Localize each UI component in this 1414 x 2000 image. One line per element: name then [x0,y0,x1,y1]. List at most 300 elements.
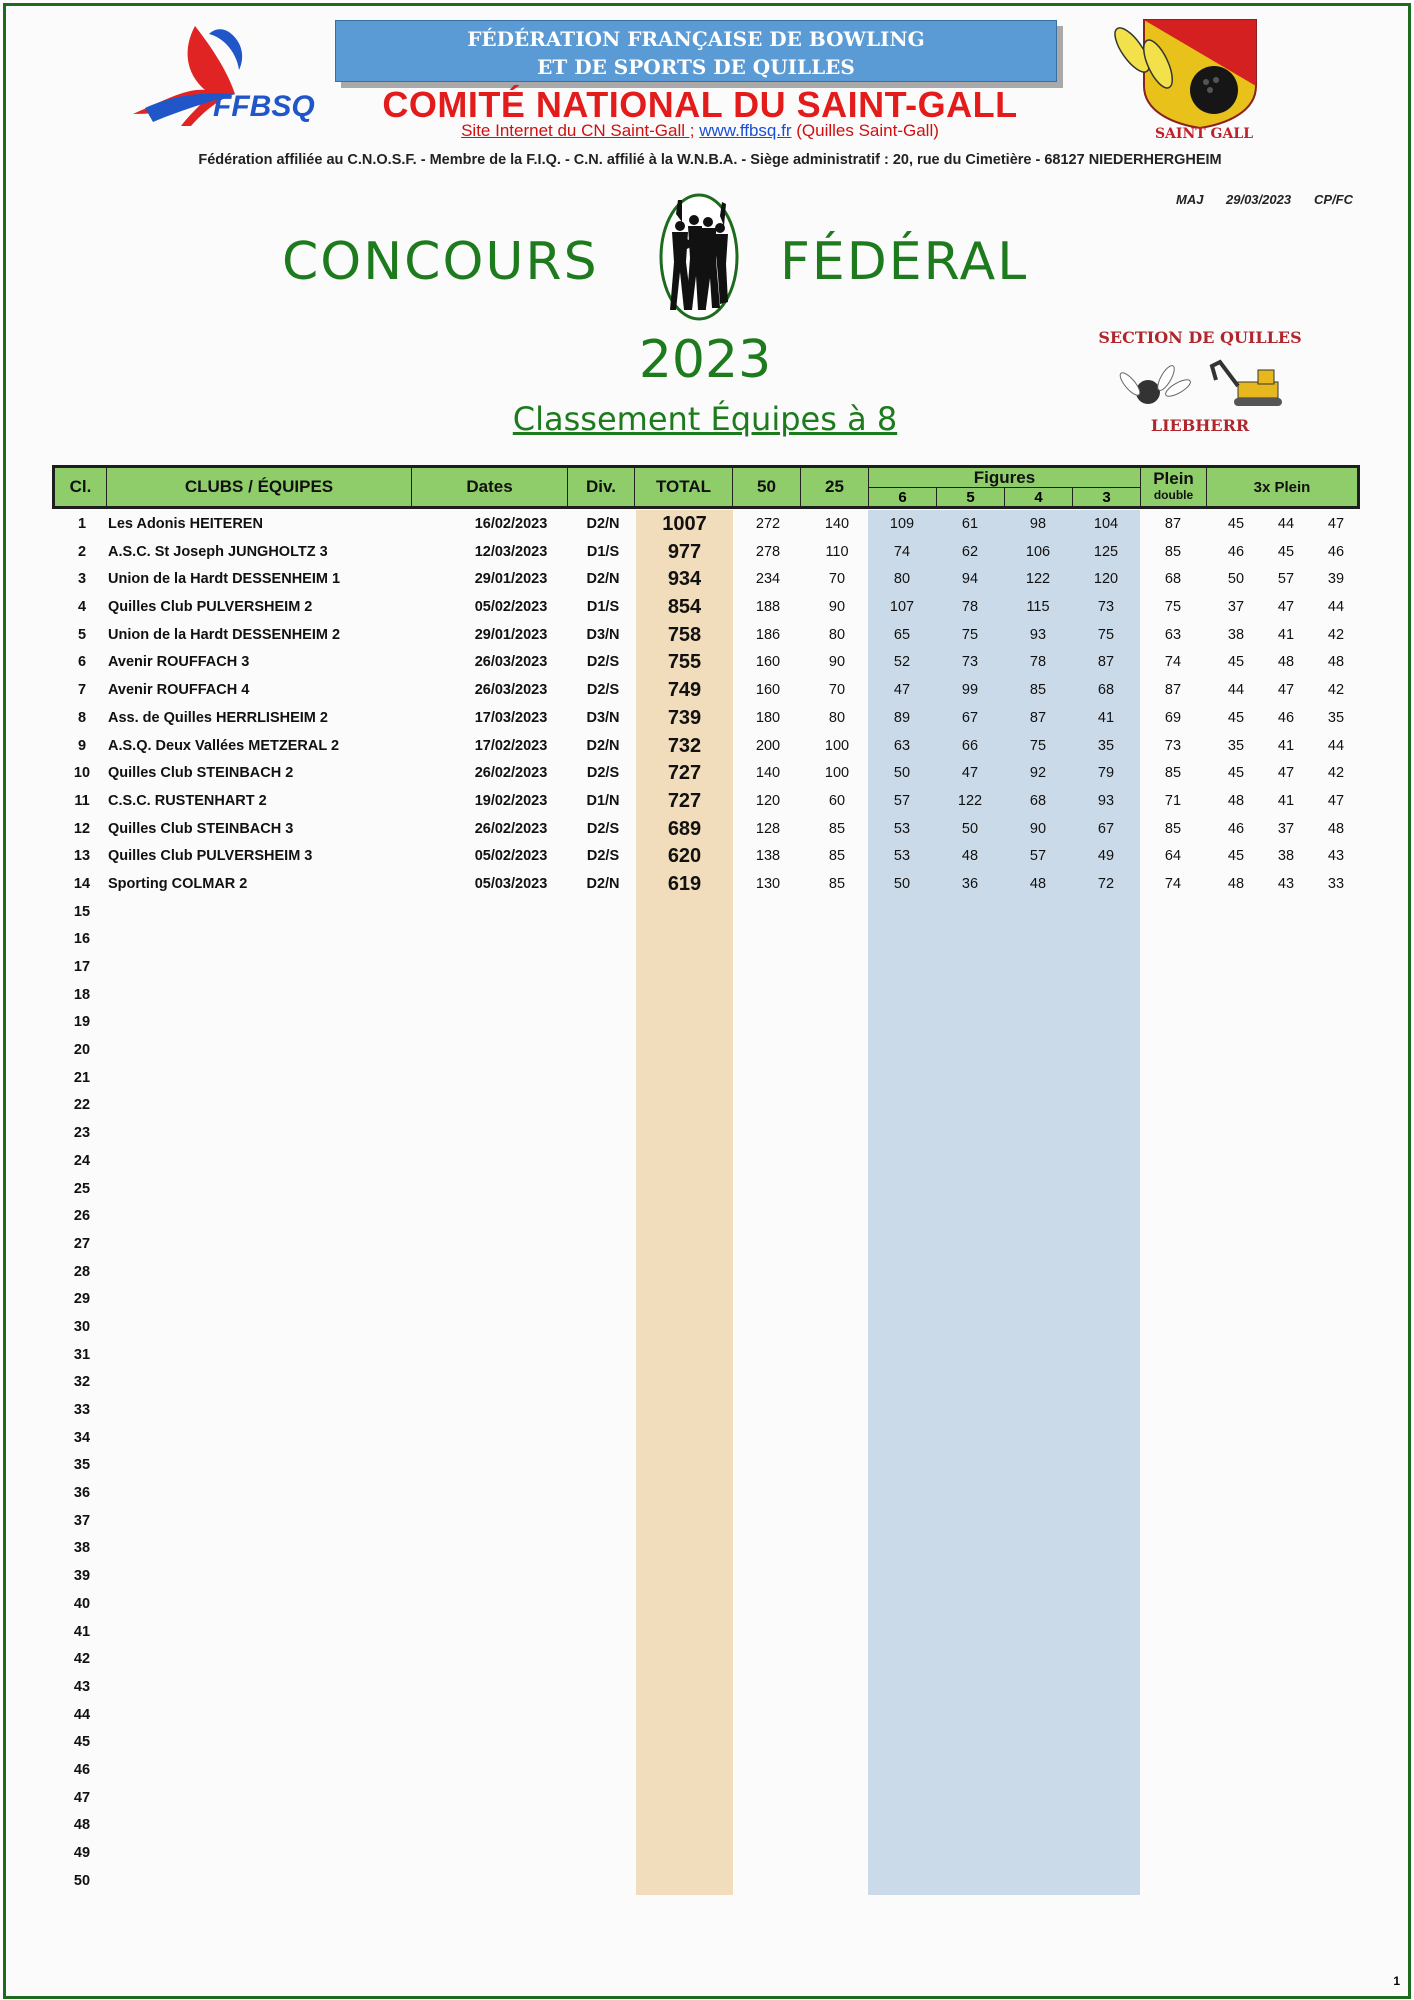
cell-rank: 3 [77,571,87,588]
cell-plein: 63 [1164,626,1182,643]
cell-c25: 110 [825,543,849,560]
cell-div: D2/N [586,516,620,532]
col-header-25: 25 [801,468,869,506]
cell-p1: 46 [1227,820,1245,837]
table-row-empty [52,1674,1360,1702]
cell-rank: 1 [77,516,87,532]
cell-f6: 53 [893,820,911,837]
table-row-empty [52,1812,1360,1840]
cell-rank: 12 [73,820,91,837]
table-row-empty [52,1646,1360,1674]
cell-div: D3/N [586,626,620,643]
cell-div: D2/S [586,765,620,782]
site-label: Site Internet du CN Saint-Gall ; [461,121,695,140]
cell-date: 29/01/2023 [474,626,548,643]
cell-date: 05/02/2023 [474,599,548,616]
cell-div: D2/N [586,571,620,588]
table-row-empty [52,982,1360,1010]
table-header [52,465,1360,509]
table-row-empty [52,1840,1360,1868]
col-header-figure-5: 5 [937,487,1005,506]
table-row-empty [52,1535,1360,1563]
title-federal: FÉDÉRAL [780,232,1029,292]
cell-c25: 70 [828,682,846,699]
cell-c25: 140 [824,516,850,532]
cell-rank: 49 [73,1845,91,1861]
cell-f3: 87 [1097,654,1115,671]
cell-f3: 72 [1097,875,1115,892]
cell-c50: 128 [755,820,781,837]
cell-c50: 130 [755,875,781,892]
table-row-empty [52,1259,1360,1287]
cell-rank: 16 [73,931,91,948]
table-row [52,760,1360,788]
federation-banner [335,20,1057,82]
cell-f5: 67 [961,709,979,726]
cell-f3: 49 [1097,848,1115,865]
bowling-pins-excavator-icon [1108,352,1298,412]
maj-initials: CP/FC [1314,192,1353,207]
table-row-empty [52,1009,1360,1037]
cell-f3: 93 [1097,792,1115,809]
col-header-figure-3: 3 [1073,487,1141,506]
cell-plein: 69 [1164,709,1182,726]
cell-f6: 57 [893,792,911,809]
cell-f6: 52 [893,654,911,671]
cell-rank: 4 [77,599,87,616]
cell-c50: 272 [755,516,781,532]
cell-p3: 42 [1327,682,1345,699]
table-row-empty [52,1508,1360,1536]
cell-rank: 11 [74,792,90,809]
cell-f5: 94 [961,571,979,588]
title-classement: Classement Équipes à 8 [512,400,898,438]
cell-f5: 73 [961,654,979,671]
cell-p3: 42 [1327,765,1345,782]
cell-f6: 53 [893,848,911,865]
table-row [52,622,1360,650]
cell-p2: 41 [1277,737,1295,754]
cell-team: Ass. de Quilles HERRLISHEIM 2 [108,709,328,726]
cell-c25: 100 [824,737,850,754]
cell-rank: 35 [73,1457,91,1474]
cell-f3: 75 [1097,626,1115,643]
cell-team: Les Adonis HEITEREN [108,516,263,532]
sponsor-name: LIEBHERR [1150,416,1250,435]
cell-p1: 44 [1227,682,1245,699]
cell-p2: 41 [1277,626,1295,643]
cell-f3: 68 [1097,682,1115,699]
cell-p2: 44 [1277,516,1295,532]
col-header-triple-plein: 3x Plein [1253,478,1311,496]
cell-plein: 74 [1164,654,1182,671]
cell-f4: 93 [1029,626,1047,643]
cell-rank: 48 [73,1817,91,1834]
cell-div: D2/N [586,737,620,754]
cell-rank: 43 [73,1678,91,1695]
sponsor-section-title: SECTION DE QUILLES [1098,328,1302,347]
table-row-empty [52,1591,1360,1619]
ffbsq-logo-text: FFBSQ [213,90,315,123]
cell-f3: 35 [1097,737,1115,754]
cell-f5: 47 [961,765,979,782]
table-row-empty [52,1203,1360,1231]
saint-gall-logo [1096,16,1268,142]
cell-total: 732 [667,734,702,757]
cell-p3: 48 [1327,820,1345,837]
cell-date: 17/03/2023 [474,709,548,726]
page-number: 1 [1393,1974,1400,1988]
cell-p1: 35 [1227,737,1245,754]
cell-rank: 9 [77,737,87,754]
cell-p2: 47 [1277,765,1295,782]
cell-c50: 140 [755,765,781,782]
cell-total: 758 [667,623,702,646]
cell-c50: 200 [755,737,781,754]
table-row-empty [52,1702,1360,1730]
cell-rank: 42 [73,1651,91,1668]
cell-plein: 73 [1164,737,1182,754]
cell-team: Quilles Club STEINBACH 2 [108,765,294,782]
cell-date: 26/03/2023 [474,682,548,699]
cell-p1: 46 [1227,543,1245,560]
cell-p1: 45 [1227,516,1245,532]
title-concours: CONCOURS [282,232,599,292]
table-row-empty [52,1785,1360,1813]
cell-rank: 30 [73,1318,91,1335]
cell-total: 619 [667,872,702,895]
cell-f6: 89 [893,709,911,726]
table-row [52,677,1360,705]
cell-div: D1/S [586,543,620,560]
cell-rank: 29 [73,1291,91,1308]
cell-p3: 42 [1327,626,1345,643]
cell-div: D2/N [586,875,620,892]
cell-team: Union de la Hardt DESSENHEIM 2 [108,626,341,643]
cell-p2: 48 [1277,654,1295,671]
cell-f3: 67 [1097,820,1115,837]
cell-team: Quilles Club STEINBACH 3 [108,820,294,837]
cell-team: Quilles Club PULVERSHEIM 2 [108,599,313,616]
table-row-empty [52,1480,1360,1508]
cell-rank: 25 [73,1180,91,1197]
cell-date: 05/02/2023 [474,848,548,865]
cell-div: D2/S [586,848,620,865]
cell-p2: 47 [1277,599,1295,616]
cell-f4: 87 [1029,709,1047,726]
table-row [52,539,1360,567]
table-row-empty [52,1176,1360,1204]
col-header-50: 50 [733,468,801,506]
cell-p1: 38 [1227,626,1245,643]
cell-p3: 46 [1327,543,1345,560]
cell-f6: 50 [893,875,911,892]
cell-div: D2/S [586,682,620,699]
col-header-team: CLUBS / ÉQUIPES [107,468,412,506]
table-row-empty [52,1757,1360,1785]
cell-plein: 85 [1164,543,1182,560]
cell-total: 727 [667,789,702,812]
cell-rank: 45 [73,1734,91,1751]
cell-f5: 36 [961,875,979,892]
cell-p2: 46 [1277,709,1295,726]
table-row [52,705,1360,733]
cell-c25: 85 [828,820,846,837]
cell-rank: 2 [77,543,87,560]
cell-plein: 71 [1164,792,1182,809]
table-row-empty [52,954,1360,982]
cell-p3: 48 [1327,654,1345,671]
cell-rank: 8 [77,709,87,726]
cell-p1: 50 [1227,571,1245,588]
cell-date: 05/03/2023 [474,875,548,892]
cell-f5: 66 [961,737,979,754]
cell-f3: 73 [1097,599,1115,616]
table-row-empty [52,1397,1360,1425]
cell-c50: 120 [755,792,781,809]
cell-c50: 234 [755,571,781,588]
saint-gall-logo-text: SAINT GALL [1154,126,1254,142]
cell-date: 26/02/2023 [474,765,548,782]
table-row-empty [52,1231,1360,1259]
cell-f3: 41 [1097,709,1115,726]
cell-p3: 35 [1327,709,1345,726]
cell-plein: 87 [1164,516,1182,532]
table-row-empty [52,1868,1360,1896]
cell-team: C.S.C. RUSTENHART 2 [108,792,267,809]
cell-team: A.S.Q. Deux Vallées METZERAL 2 [108,737,340,754]
cell-team: Quilles Club PULVERSHEIM 3 [108,848,313,865]
cell-total: 689 [667,817,702,840]
table-row [52,816,1360,844]
cell-c50: 188 [755,599,781,616]
table-row-empty [52,1092,1360,1120]
cell-f4: 98 [1029,516,1047,532]
cell-team: Sporting COLMAR 2 [108,875,248,892]
cell-p1: 45 [1227,709,1245,726]
cell-c25: 85 [828,848,846,865]
cell-total: 854 [667,596,702,619]
cell-plein: 75 [1164,599,1182,616]
cell-rank: 34 [73,1429,91,1446]
cell-c25: 100 [824,765,850,782]
maj-label: MAJ [1176,192,1204,207]
cell-p1: 48 [1227,792,1245,809]
cell-rank: 28 [73,1263,91,1280]
table-row [52,843,1360,871]
title-year: 2023 [638,330,772,390]
cell-f6: 50 [893,765,911,782]
table-row-empty [52,1342,1360,1370]
cell-c25: 85 [828,875,846,892]
cell-f3: 79 [1097,765,1115,782]
cell-team: A.S.C. St Joseph JUNGHOLTZ 3 [108,543,328,560]
table-row-empty [52,1120,1360,1148]
cell-date: 26/03/2023 [474,654,548,671]
cell-p1: 45 [1227,765,1245,782]
cell-rank: 22 [73,1097,91,1114]
cell-rank: 31 [73,1346,91,1363]
cell-f4: 57 [1029,848,1047,865]
cell-c25: 60 [828,792,846,809]
cell-p2: 43 [1277,875,1295,892]
col-header-figures: Figures [869,468,1141,487]
cell-c25: 80 [828,709,846,726]
cell-rank: 39 [73,1568,91,1585]
cell-div: D2/S [586,654,620,671]
cell-plein: 87 [1164,682,1182,699]
cell-date: 12/03/2023 [474,543,548,560]
cell-rank: 20 [73,1042,91,1059]
table-row-empty [52,899,1360,927]
cell-rank: 26 [73,1208,91,1225]
cell-rank: 36 [73,1485,91,1502]
cell-rank: 38 [73,1540,91,1557]
cell-rank: 32 [73,1374,91,1391]
cell-rank: 37 [73,1512,91,1529]
cell-p2: 47 [1277,682,1295,699]
cell-plein: 85 [1164,820,1182,837]
cell-total: 755 [667,651,702,674]
comite-title: COMITÉ NATIONAL DU SAINT-GALL [382,84,1018,125]
cell-f4: 48 [1029,875,1047,892]
cell-f4: 115 [1026,599,1050,616]
cell-f6: 47 [893,682,911,699]
table-row-empty [52,1729,1360,1757]
cell-p2: 38 [1277,848,1295,865]
cell-total: 727 [667,762,702,785]
table-row-empty [52,1037,1360,1065]
affiliation-line: Fédération affiliée au C.N.O.S.F. - Membre de la F.I.Q. - C.N. affilié à la W.N.B.A. - Siège administratif : 20, rue du Cimetière - 68127 NIEDERHERGHEIM [198,152,1222,168]
cell-rank: 13 [73,848,91,865]
cell-div: D1/N [586,792,620,809]
site-link[interactable]: www.ffbsq.fr [699,121,792,140]
cell-p2: 41 [1277,792,1295,809]
cell-c50: 160 [755,654,781,671]
cell-rank: 14 [73,875,91,892]
table-row-empty [52,1369,1360,1397]
cell-p1: 37 [1227,599,1245,616]
table-row-empty [52,1425,1360,1453]
cell-total: 739 [667,706,702,729]
col-header-total: TOTAL [635,468,733,506]
cell-plein: 85 [1164,765,1182,782]
col-header-div: Div. [568,468,635,506]
table-row [52,871,1360,899]
cell-div: D1/S [586,599,620,616]
cell-f5: 99 [961,682,979,699]
cell-f6: 63 [893,737,911,754]
cell-rank: 6 [77,654,87,671]
site-suffix: (Quilles Saint-Gall) [796,121,939,140]
cell-f5: 122 [957,792,983,809]
cell-p1: 45 [1227,848,1245,865]
cell-p3: 39 [1327,571,1345,588]
cell-p3: 44 [1327,599,1345,616]
cell-c25: 70 [828,571,846,588]
cell-c25: 80 [828,626,846,643]
cell-team: Union de la Hardt DESSENHEIM 1 [108,571,341,588]
cell-f6: 65 [893,626,911,643]
cell-rank: 33 [73,1402,91,1418]
cell-plein: 64 [1164,848,1182,865]
cell-date: 19/02/2023 [474,792,548,809]
col-header-plein-sub: double [1153,488,1194,502]
cell-p2: 57 [1277,571,1295,588]
table-row [52,649,1360,677]
cell-f4: 122 [1025,571,1051,588]
col-header-dates: Dates [412,468,568,506]
cell-div: D3/N [586,709,620,726]
cell-f4: 75 [1029,737,1047,754]
cell-p2: 37 [1277,820,1295,837]
cell-f4: 78 [1029,654,1047,671]
cell-c50: 278 [755,543,781,560]
cell-total: 934 [667,568,702,591]
cell-p3: 47 [1327,516,1345,532]
table-row [52,511,1360,539]
col-header-figure-6: 6 [869,487,937,506]
cell-f5: 75 [961,626,979,643]
cell-f4: 68 [1029,792,1047,809]
federation-line-1: FÉDÉRATION FRANÇAISE DE BOWLING [467,27,925,51]
cell-c25: 90 [828,654,846,671]
cell-rank: 19 [73,1014,91,1031]
cell-div: D2/S [586,820,620,837]
table-body [52,511,1360,1895]
cell-f6: 109 [889,516,915,532]
cell-p1: 48 [1227,875,1245,892]
cell-f3: 104 [1093,516,1119,532]
cell-f5: 50 [961,820,979,837]
cell-f5: 78 [961,599,979,616]
cell-rank: 5 [77,626,87,643]
cell-c50: 180 [755,709,781,726]
cell-rank: 50 [73,1872,91,1889]
cell-p2: 45 [1277,543,1295,560]
table-row-empty [52,1619,1360,1647]
cell-rank: 27 [73,1235,91,1252]
cell-total: 620 [667,845,702,868]
cell-rank: 10 [73,765,91,782]
cell-c25: 90 [828,599,846,616]
table-row-empty [52,1065,1360,1093]
table-row-empty [52,1148,1360,1176]
table-row-empty [52,1286,1360,1314]
site-line [380,121,1020,141]
cell-plein: 74 [1164,875,1182,892]
cell-f6: 80 [893,571,911,588]
cell-rank: 7 [77,682,87,699]
table-row [52,733,1360,761]
cell-f5: 62 [961,543,979,560]
cell-rank: 21 [73,1069,91,1086]
table-row-empty [52,1563,1360,1591]
cell-rank: 17 [73,959,91,975]
ffbsq-logo [125,18,325,130]
cell-date: 29/01/2023 [474,571,548,588]
cell-f3: 125 [1093,543,1119,560]
cell-plein: 68 [1164,571,1182,588]
col-header-plein-label: Plein [1153,469,1194,488]
cell-rank: 46 [73,1761,91,1778]
cell-rank: 44 [73,1706,91,1723]
cell-p3: 44 [1327,737,1345,754]
cell-rank: 18 [73,986,91,1003]
table-row-empty [52,1452,1360,1480]
cell-team: Avenir ROUFFACH 3 [108,654,250,671]
cell-rank: 47 [73,1789,91,1806]
